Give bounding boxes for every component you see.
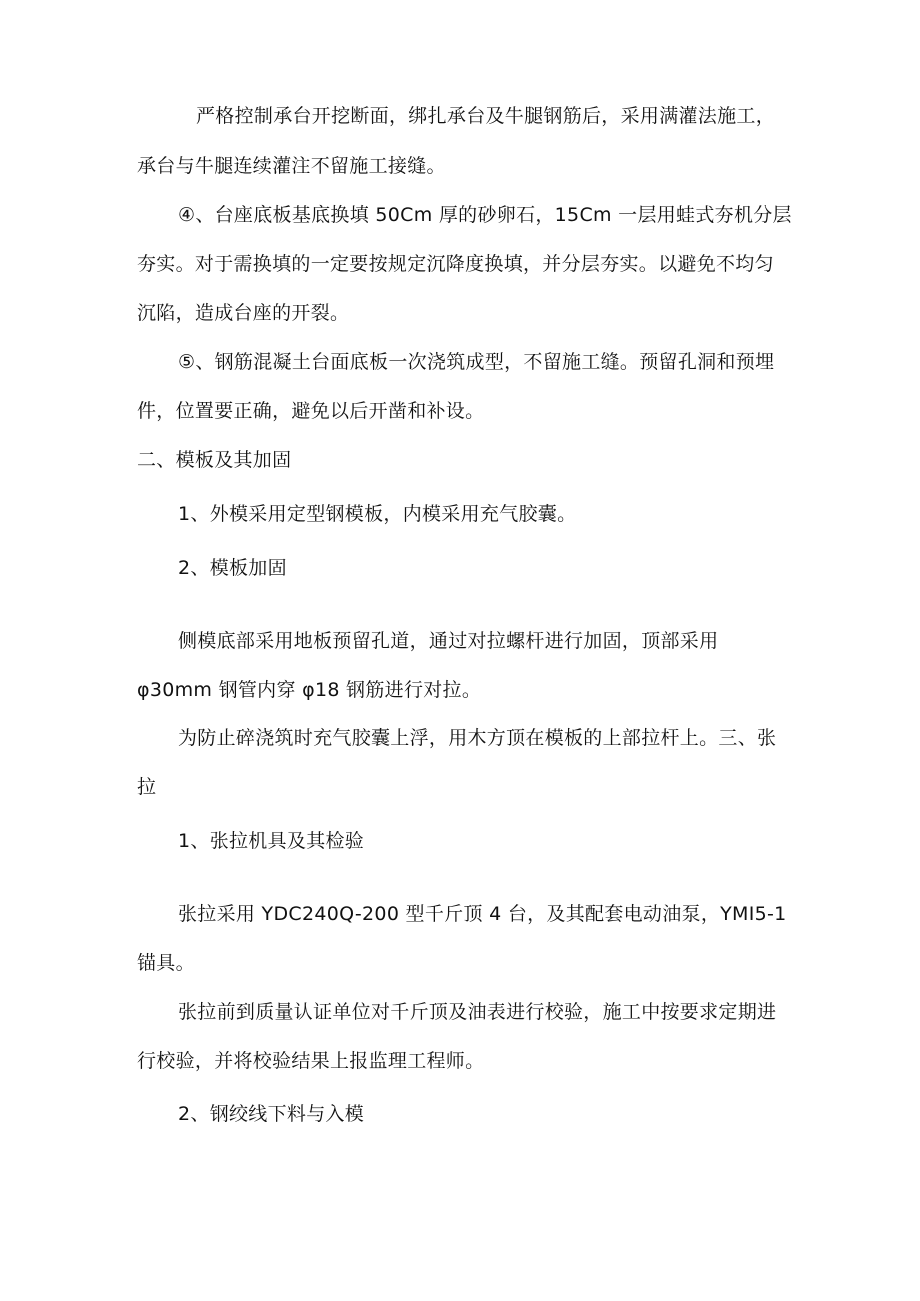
- text-line: 1、外模采用定型钢模板，内模采用充气胶囊。: [178, 503, 577, 525]
- section-heading: 二、模板及其加固: [137, 449, 292, 471]
- subsection-heading: 2、钢绞线下料与入模: [178, 1103, 365, 1125]
- text-line: 沉陷，造成台座的开裂。: [137, 302, 350, 324]
- text-line: 拉: [137, 776, 157, 798]
- text-line: ④、台座底板基底换填 50Cm 厚的砂卵石，15Cm 一层用蛙式夯机分层: [178, 204, 792, 226]
- text-line: 行校验，并将校验结果上报监理工程师。: [137, 1050, 485, 1072]
- text-line: 张拉采用 YDC240Q-200 型千斤顶 4 台，及其配套电动油泵，YMI5-1: [178, 903, 787, 925]
- subsection-heading: 1、张拉机具及其检验: [178, 830, 365, 852]
- text-line: 件，位置要正确，避免以后开凿和补设。: [137, 400, 485, 422]
- text-line: ⑤、钢筋混凝土台面底板一次浇筑成型，不留施工缝。预留孔洞和预埋: [178, 351, 775, 373]
- text-line: 侧模底部采用地板预留孔道，通过对拉螺杆进行加固，顶部采用: [178, 630, 719, 652]
- subsection-heading: 2、模板加固: [178, 557, 287, 579]
- text-line: 夯实。对于需换填的一定要按规定沉降度换填，并分层夯实。以避免不均匀: [137, 253, 774, 275]
- text-line: 严格控制承台开挖断面，绑扎承台及牛腿钢筋后，采用满灌法施工，: [196, 105, 776, 127]
- text-line: 锚具。: [137, 952, 195, 974]
- text-line: φ30mm 钢管内穿 φ18 钢筋进行对拉。: [137, 679, 482, 701]
- text-line: 张拉前到质量认证单位对千斤顶及油表进行校验，施工中按要求定期进: [178, 1001, 777, 1023]
- text-line: 承台与牛腿连续灌注不留施工接缝。: [137, 155, 446, 177]
- text-line: 为防止碎浇筑时充气胶囊上浮，用木方顶在模板的上部拉杆上。三、张: [178, 727, 777, 749]
